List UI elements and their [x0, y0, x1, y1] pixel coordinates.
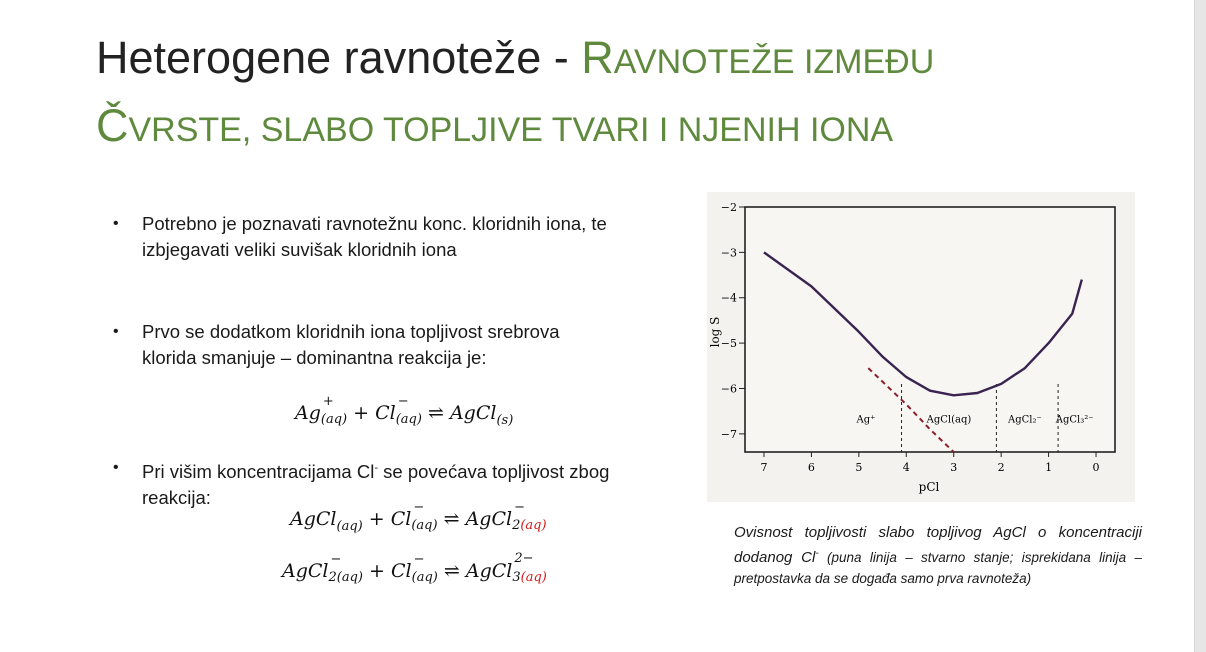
title-sc-rest: AVNOTEŽE IZMEĐU [613, 43, 935, 81]
slide-title [96, 32, 934, 84]
bullet-1 [113, 211, 607, 263]
y-tick-label: −7 [720, 427, 737, 441]
x-tick-label: 4 [902, 461, 910, 474]
bullet-2-line2: klorida smanjuje – dominantna reakcija je: [142, 347, 487, 368]
window-right-edge [1194, 0, 1206, 652]
x-tick-label: 1 [1045, 461, 1053, 474]
bullet-1-line2: izbjegavati veliki suvišak kloridnih iona [142, 239, 457, 260]
y-axis-label: log S [708, 316, 722, 348]
y-tick-label: −3 [720, 246, 737, 260]
title-line2-first: Č [96, 100, 129, 151]
bullet-1-line1: Potrebno je poznavati ravnotežnu konc. kloridnih iona, te [142, 213, 607, 234]
y-tick-label: −2 [720, 201, 737, 214]
x-axis-label: pCl [918, 480, 940, 494]
bullet-2-line1: Prvo se dodatkom kloridnih iona topljivost srebrova [142, 321, 560, 342]
slide-subtitle [96, 100, 893, 152]
solubility-chart [707, 192, 1135, 502]
x-tick-label: 7 [760, 461, 768, 474]
bullet-2 [113, 319, 560, 371]
x-tick-label: 5 [855, 461, 863, 474]
bullet-3-line2: reakcija: [142, 487, 211, 509]
x-tick-label: 3 [950, 461, 958, 474]
chart-caption: Ovisnost topljivosti slabo topljivog AgCl o koncentraciji dodanog Cl- (puna linija – stvarno stanje; isprekidana linija – pretpostavka da se događa samo prva ravnoteža) [734, 524, 1142, 586]
region-label: AgCl(aq) [926, 414, 972, 426]
region-label: AgCl₃²⁻ [1055, 414, 1094, 426]
y-tick-label: −6 [720, 382, 737, 396]
bullet-3-line1: Pri višim koncentracijama Cl- se povećava topljivost zbog [142, 461, 610, 483]
title-sc-first: R [581, 32, 614, 83]
bullet-dot: • [113, 459, 119, 476]
y-tick-label: −5 [720, 337, 737, 351]
title-prefix: Heterogene ravnoteže - [96, 32, 582, 83]
region-label: AgCl₂⁻ [1007, 414, 1042, 426]
y-tick-label: −4 [720, 291, 737, 305]
equation-3: AgCl − 2(aq) + Cl − (aq) ⇌ AgCl 2− 3(aq) [282, 551, 547, 585]
equation-2: AgCl$_{(aq)}$ + Cl − (aq) ⇌ AgCl − 2(aq) [290, 500, 547, 534]
x-tick-label: 0 [1092, 461, 1100, 474]
x-tick-label: 6 [807, 461, 815, 474]
equation-1: Ag + (aq) + Cl − (aq) ⇌ AgCl$_{(s)}$ [295, 394, 514, 428]
title-line2-rest: VRSTE, SLABO TOPLJIVE TVARI I NJENIH IONA [128, 111, 894, 149]
bullet-dot: • [113, 215, 119, 232]
x-tick-label: 2 [997, 461, 1005, 474]
bullet-3 [113, 455, 609, 511]
bullet-dot: • [113, 323, 119, 340]
region-label: Ag⁺ [856, 414, 876, 426]
chart-svg [707, 192, 1135, 502]
